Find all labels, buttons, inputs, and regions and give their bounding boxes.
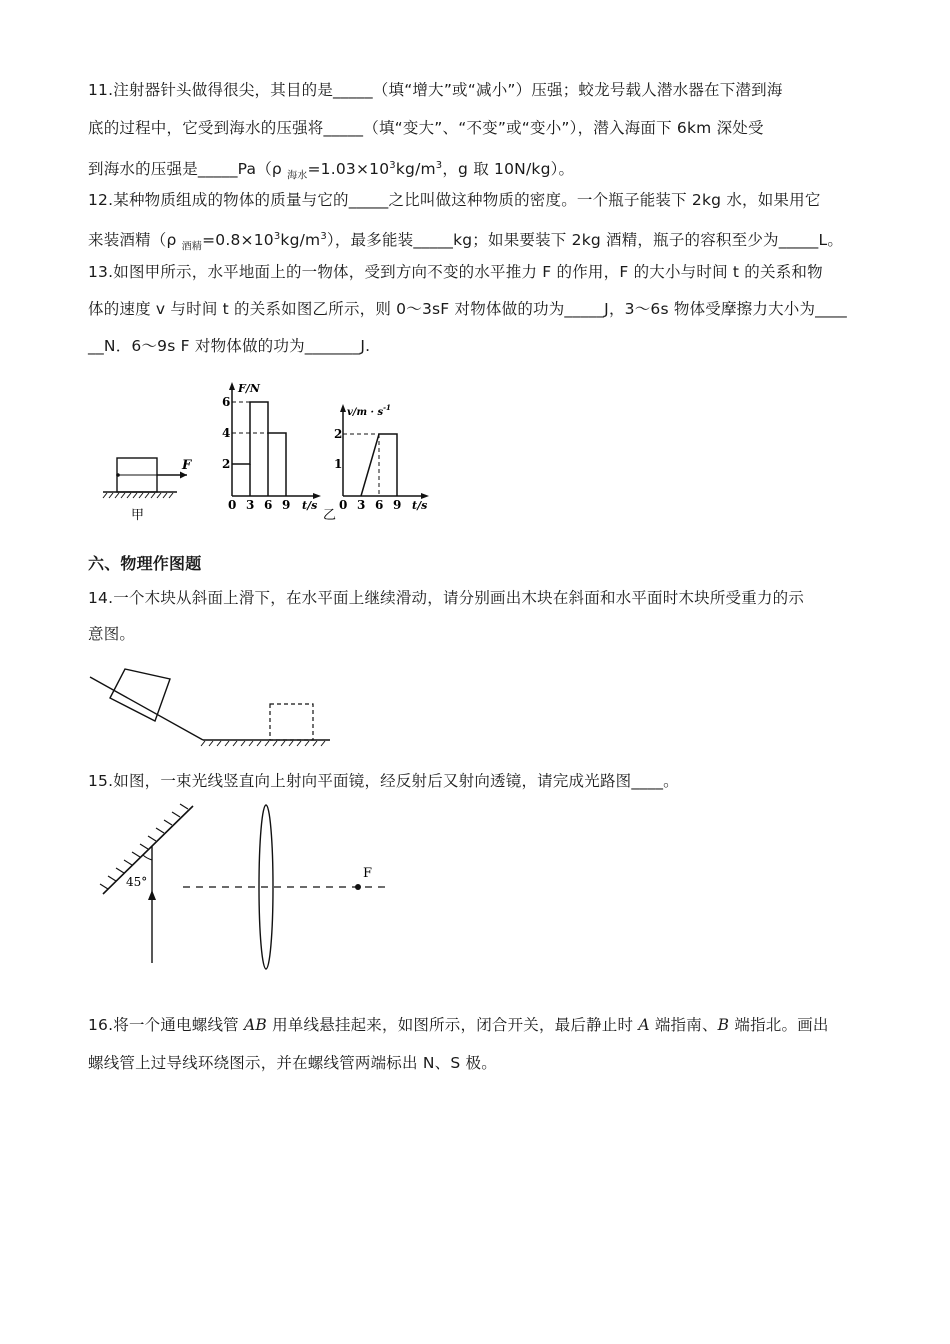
q12-l2-sub: 酒精 [181, 241, 203, 253]
q12-l2d: ），最多能装_____kg；如果要装下 2kg 酒精，瓶子的容积至少为_____L。 [326, 231, 844, 250]
v-t-tick-0: 0 [339, 498, 348, 512]
q12-l2b: =0.8×10 [202, 231, 274, 250]
q12-l2-sup1: 3 [273, 231, 281, 242]
q16-l1a: 16.将一个通电螺线管 [88, 1016, 244, 1034]
q16-line-2: 螺线管上过导线环绕图示，并在螺线管两端标出 N、S 极。 [88, 1054, 497, 1072]
q11-l3a: 到海水的压强是_____Pa（ρ [88, 160, 288, 179]
angle-label: 45° [126, 875, 148, 889]
q11-line-2: 底的过程中，它受到海水的压强将_____（填“变大”、“不变”或“变小”），潜入海面下 6km 深处受 [88, 119, 764, 137]
v-t-graph [334, 403, 429, 512]
q16-line-1 [88, 1014, 829, 1036]
force-label: F [182, 458, 192, 473]
q16-b: B [717, 1016, 730, 1034]
q11-line-1: 11.注射器针头做得很尖，其目的是_____（填“增大”或“减小”）压强；蛟龙号载人潜水器在下潜到海 [88, 81, 783, 99]
block-on-ground [270, 704, 313, 740]
q11-l3d: ，g 取 10N/kg）。 [442, 160, 575, 179]
q16-ab: AB [243, 1016, 267, 1034]
section-6-title: 六、物理作图题 [88, 554, 202, 573]
figure-jia [103, 458, 192, 523]
v-t-tick-6: 6 [375, 498, 384, 512]
v-t-axis-label: t/s [412, 499, 428, 512]
block-on-incline [110, 669, 170, 721]
focus-point [355, 884, 361, 890]
q14-line-2: 意图。 [88, 625, 136, 643]
f-t-graph [222, 382, 321, 512]
f-tick-4: 4 [222, 426, 231, 440]
q14-figure [85, 652, 345, 752]
q11-l3b: =1.03×10 [307, 160, 390, 179]
f-t-tick-6: 6 [264, 498, 273, 512]
q12-line-2 [88, 226, 843, 258]
q16-l1d: 端指北。画出 [729, 1016, 829, 1034]
q14-line-1: 14.一个木块从斜面上滑下，在水平面上继续滑动，请分别画出木块在斜面和水平面时木块所受重力的示 [88, 589, 805, 607]
q13-figure [95, 378, 445, 528]
q15-figure [88, 798, 398, 973]
q11-l3-sub: 海水 [287, 170, 308, 182]
v-axis-label: $v/m \cdot s^{-1}$ [347, 403, 391, 418]
v-t-tick-3: 3 [357, 498, 366, 512]
q16-a: A [638, 1016, 650, 1034]
f-tick-6: 6 [222, 395, 231, 409]
f-axis-label: F/N [238, 382, 260, 395]
q13-line-3: __N．6～9s F 对物体做的功为_______J. [88, 337, 371, 355]
v-tick-2: 2 [334, 427, 343, 441]
q13-line-2: 体的速度 v 与时间 t 的关系如图乙所示，则 0～3sF 对物体做的功为_____J，3～6s 物体受摩擦力大小为____ [88, 300, 847, 318]
f-tick-2: 2 [222, 457, 231, 471]
incline-surface [90, 677, 203, 740]
q11-l3-sup2: 3 [435, 160, 443, 171]
f-step-line [232, 402, 286, 496]
f-t-tick-3: 3 [246, 498, 255, 512]
q12-line-1: 12.某种物质组成的物体的质量与它的_____之比叫做这种物质的密度。一个瓶子能装下 2kg 水，如果用它 [88, 191, 821, 209]
f-t-axis-label: t/s [302, 499, 318, 512]
q15-line-1: 15.如图，一束光线竖直向上射向平面镜，经反射后又射向透镜，请完成光路图____。 [88, 772, 679, 790]
focus-label: F [363, 866, 373, 881]
yi-label: 乙 [323, 508, 337, 523]
q11-l3c: kg/m [395, 160, 436, 179]
q11-line-3 [88, 155, 574, 187]
q13-line-1: 13.如图甲所示，水平地面上的一物体，受到方向不变的水平推力 F 的作用，F 的大小与时间 t 的关系和物 [88, 263, 823, 281]
q12-l2-sup2: 3 [320, 231, 327, 242]
q11-l3-sup1: 3 [389, 160, 396, 171]
q12-l2c: kg/m [280, 231, 321, 250]
jia-label: 甲 [131, 508, 145, 523]
plane-mirror [103, 806, 193, 894]
f-t-tick-0: 0 [228, 498, 237, 512]
v-t-tick-9: 9 [393, 498, 402, 512]
v-tick-1: 1 [334, 457, 343, 471]
f-t-tick-9: 9 [282, 498, 291, 512]
q16-l1b: 用单线悬挂起来，如图所示，闭合开关，最后静止时 [266, 1016, 639, 1034]
q16-l1c: 端指南、 [649, 1016, 718, 1034]
q12-l2a: 来装酒精（ρ [88, 231, 182, 250]
